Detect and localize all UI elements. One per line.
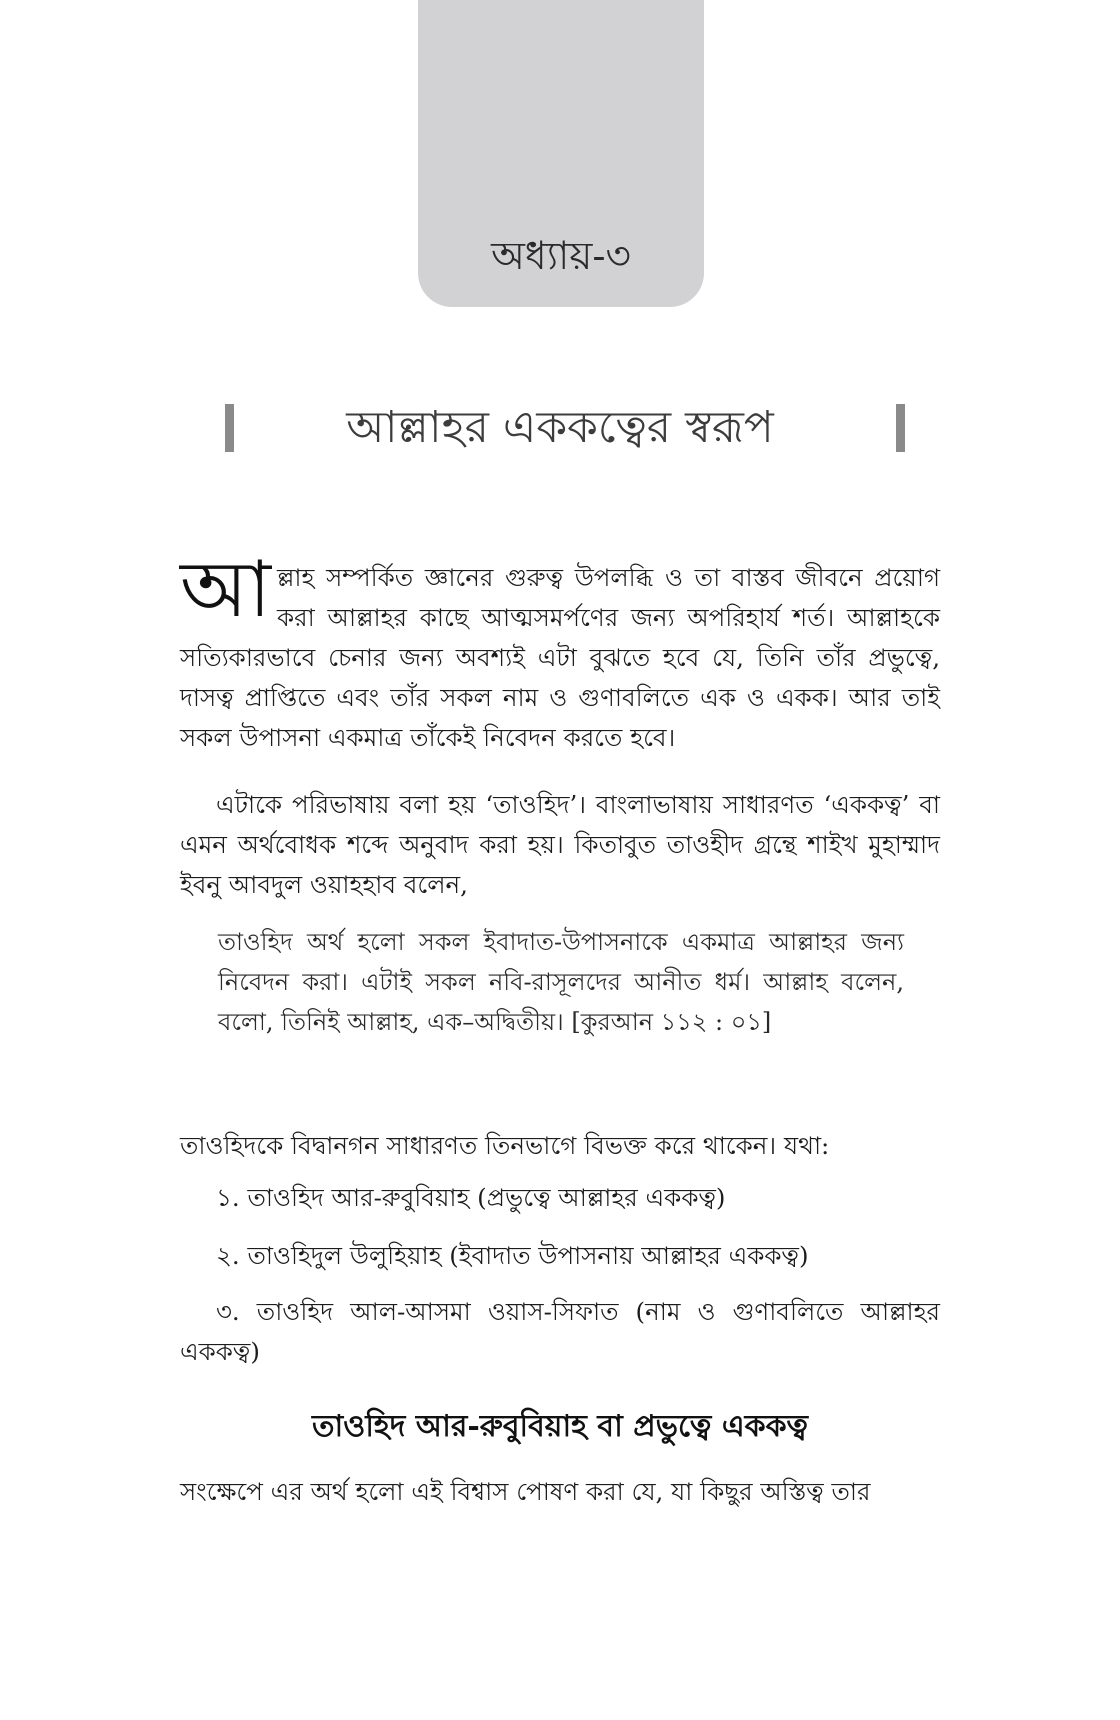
title-right-bar	[896, 404, 905, 452]
categories-intro: তাওহিদকে বিদ্বানগন সাধারণত তিনভাগে বিভক্ত করে থাকেন। যথা:	[180, 1131, 830, 1160]
definition-paragraph: এটাকে পরিভাষায় বলা হয় ‘তাওহিদ’। বাংলাভাষায় সাধারণত ‘এককত্ব’ বা এমন অর্থবোধক শব্দে অনুবাদ করা হয়। কিতাবুত তাওহীদ গ্রন্থে শাইখ মুহাম্মাদ ইবনু আবদুল ওয়াহহাব বলেন,	[180, 790, 940, 899]
list-item: ১. তাওহিদ আর-রুবুবিয়াহ (প্রভুত্বে আল্লাহর এককত্ব)	[216, 1183, 726, 1212]
drop-cap: আ	[180, 545, 271, 635]
section-heading: তাওহিদ আর-রুবুবিয়াহ বা প্রভুত্বে এককত্ব	[312, 1409, 808, 1444]
list-item: ২. তাওহিদুল উলুহিয়াহ (ইবাদাত উপাসনায় আল্লাহর এককত্ব)	[216, 1241, 809, 1270]
chapter-label: অধ্যায়-৩	[491, 234, 631, 279]
title-left-bar	[225, 404, 234, 452]
opening-paragraph-text: ল্লাহ সম্পর্কিত জ্ঞানের গুরুত্ব উপলব্ধি ও তা বাস্তব জীবনে প্রয়োগ করা আল্লাহর কাছে আত্মসমর্পণের জন্য অপরিহার্য শর্ত। আল্লাহকে সত্যিকারভাবে চেনার জন্য অবশ্যই এটা বুঝতে হবে যে, তিনি তাঁর প্রভুত্বে, দাসত্ব প্রাপ্তিতে এবং তাঁর সকল নাম ও গুণাবলিতে এক ও একক। আর তাই সকল উপাসনা একমাত্র তাঁকেই নিবেদন করতে হবে।	[180, 563, 940, 752]
list-item: ৩. তাওহিদ আল-আসমা ওয়াস-সিফাত (নাম ও গুণাবলিতে আল্লাহর এককত্ব)	[180, 1297, 940, 1366]
section-paragraph: সংক্ষেপে এর অর্থ হলো এই বিশ্বাস পোষণ করা যে, যা কিছুর অস্তিত্ব তার	[180, 1477, 871, 1506]
block-quote: তাওহিদ অর্থ হলো সকল ইবাদাত-উপাসনাকে একমাত্র আল্লাহর জন্য নিবেদন করা। এটাই সকল নবি-রাসূলদের আনীত ধর্ম। আল্লাহ বলেন, বলো, তিনিই আল্লাহ, এক–অদ্বিতীয়। [কুরআন ১১২ : ০১]	[218, 928, 904, 1036]
chapter-title-row	[215, 398, 905, 460]
opening-paragraph	[180, 545, 940, 758]
chapter-title: আল্লাহর এককত্বের স্বরূপ	[346, 402, 774, 453]
chapter-tab	[418, 0, 704, 307]
